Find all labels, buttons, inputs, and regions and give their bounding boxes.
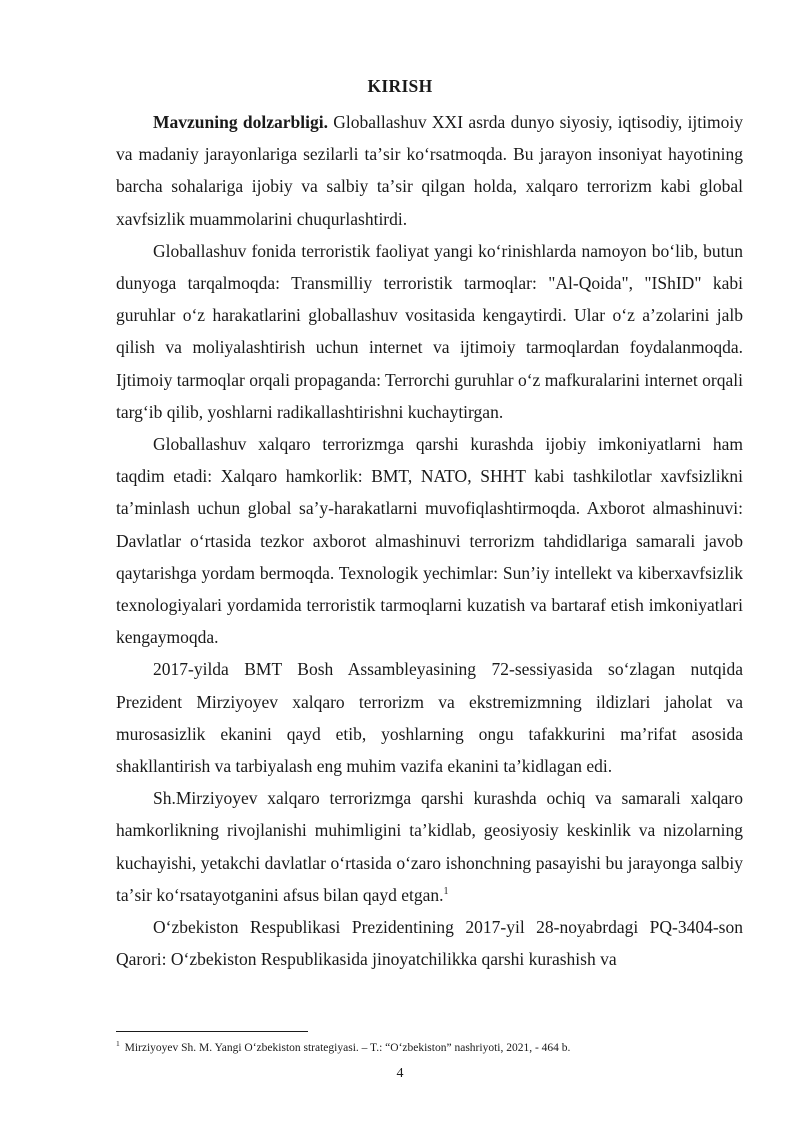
footnote-text: Mirziyoyev Sh. M. Yangi Oʻzbekiston strategiyasi. – T.: “Oʻzbekiston” nashriyoti, 2021, - 464 b. (124, 1042, 571, 1054)
footnote (116, 1041, 743, 1055)
page-title: KIRISH (367, 76, 433, 96)
page-number: 4 (396, 1066, 404, 1081)
paragraph-decree: Oʻzbekiston Respublikasi Prezidentining 2017-yil 28-noyabrdagi PQ-3404-son Qarori: Oʻzbekiston Respublikasida jinoyatchilikka qarshi kurashish va (116, 917, 743, 970)
paragraph-text: Sh.Mirziyoyev xalqaro terrorizmga qarshi kurashda ochiq va samarali xalqaro hamkorlikning rivojlanishi muhimligini taʼkidlab, geosiyosiy keskinlik va nizolarning kuchayishi, yetakchi davlatlar oʻrtasida oʻzaro ishonchning pasayishi bu jarayonga salbiy taʼsir koʻrsatayotganini afsus bilan qayd etgan. (116, 788, 743, 905)
paragraph-terror-networks: Globallashuv fonida terroristik faoliyat yangi koʻrinishlarda namoyon boʻlib, butun dunyoga tarqalmoqda: Transmilliy terroristik tarmoqlar: "Al-Qoida", "IShID" kabi guruhlar oʻz harakatlarini globallashuv vositasida kengaytirdi. Ular oʻz aʼzolarini jalb qilish va moliyalashtirish uchun internet va ijtimoiy tarmoqlardan foydalanmoqda. Ijtimoiy tarmoqlar orqali propaganda: Terrorchi guruhlar oʻz mafkuralarini internet orqali targʻib qilib, yoshlarni radikallashtirishni kuchaytirgan. (116, 240, 743, 422)
footnote-divider (116, 1031, 308, 1032)
paragraph-opportunities: Globallashuv xalqaro terrorizmga qarshi kurashda ijobiy imkoniyatlarni ham taqdim etadi: Xalqaro hamkorlik: BMT, NATO, SHHT kabi tashkilotlar xavfsizlikni taʼminlash uchun global saʼy-harakatlarni muvofiqlashtirmoqda. Axborot almashinuvi: Davlatlar oʻrtasida tezkor axborot almashinuvi terrorizm tahdidlariga samarali javob qaytarishga yordam bermoqda. Texnologik yechimlar: Sunʼiy intellekt va kiberxavfsizlik texnologiyalari yordamida terroristik tarmoqlarni kuzatish va bartaraf etish imkoniyatlari kengaymoqda. (116, 434, 743, 648)
paragraph-un-speech: 2017-yilda BMT Bosh Assambleyasining 72-sessiyasida soʻzlagan nutqida Prezident Mirziyoyev xalqaro terrorizm va ekstremizmning ildizlari jaholat va murosasizlik ekanini qayd etib, yoshlarning ongu tafakkurini maʼrifat asosida shakllantirish va tarbiyalash eng muhim vazifa ekanini taʼkidlagan edi. (116, 659, 743, 777)
lead-heading: Mavzuning dolzarbligi. (153, 112, 328, 132)
footnote-number: 1 (116, 1039, 120, 1049)
footnote-reference[interactable]: 1 (443, 886, 449, 898)
paragraph-relevance (116, 106, 743, 235)
paragraph-cooperation (116, 782, 743, 911)
paragraph-text: Globallashuv XXI asrda dunyo siyosiy, iqtisodiy, ijtimoiy va madaniy jarayonlariga sezilarli taʼsir koʻrsatmoqda. Bu jarayon insoniyat hayotining barcha sohalariga ijobiy va salbiy taʼsir qilgan holda, xalqaro terrorizm kabi global xavfsizlik muammolarini chuqurlashtirdi. (116, 112, 743, 229)
body-text (116, 106, 743, 975)
